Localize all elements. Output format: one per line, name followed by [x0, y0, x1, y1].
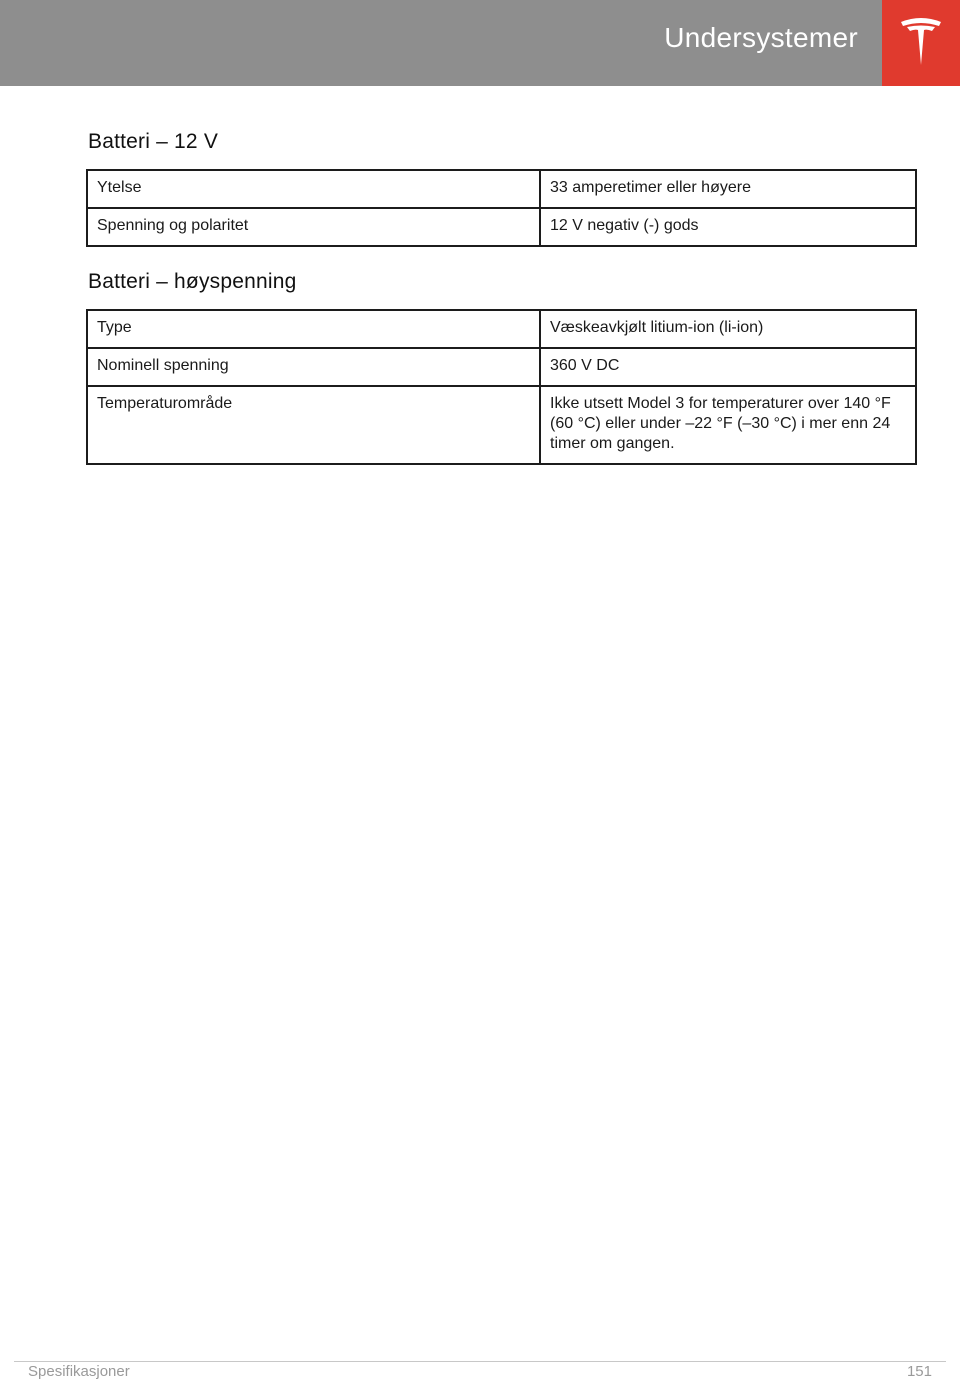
row-value: Væskeavkjølt litium-ion (li-ion): [540, 310, 916, 348]
table-row: [87, 170, 916, 208]
table-row: [87, 386, 916, 464]
logo-box: [882, 0, 960, 86]
spec-table-high-voltage: [86, 309, 917, 465]
row-label: Ytelse: [87, 170, 540, 208]
row-label: Nominell spenning: [87, 348, 540, 386]
table-row: [87, 208, 916, 246]
table-row: [87, 348, 916, 386]
row-label: Temperaturområde: [87, 386, 540, 464]
section-title-high-voltage: Batteri – høyspenning: [88, 270, 297, 293]
row-label: Spenning og polaritet: [87, 208, 540, 246]
tesla-logo-icon: [899, 16, 943, 68]
row-value: 33 amperetimer eller høyere: [540, 170, 916, 208]
row-value: Ikke utsett Model 3 for temperaturer over 140 °F (60 °C) eller under –22 °F (–30 °C) i mer enn 24 timer om gangen.: [540, 386, 916, 464]
row-value: 360 V DC: [540, 348, 916, 386]
footer-section-name: Spesifikasjoner: [28, 1363, 130, 1380]
table-row: [87, 310, 916, 348]
row-label: Type: [87, 310, 540, 348]
spec-table-12v: [86, 169, 917, 247]
chapter-title: Undersystemer: [664, 22, 858, 53]
row-value: 12 V negativ (-) gods: [540, 208, 916, 246]
page-number: 151: [906, 1363, 932, 1380]
footer-divider: [14, 1361, 946, 1362]
section-title-12v: Batteri – 12 V: [88, 130, 219, 153]
header-band: [0, 0, 960, 86]
